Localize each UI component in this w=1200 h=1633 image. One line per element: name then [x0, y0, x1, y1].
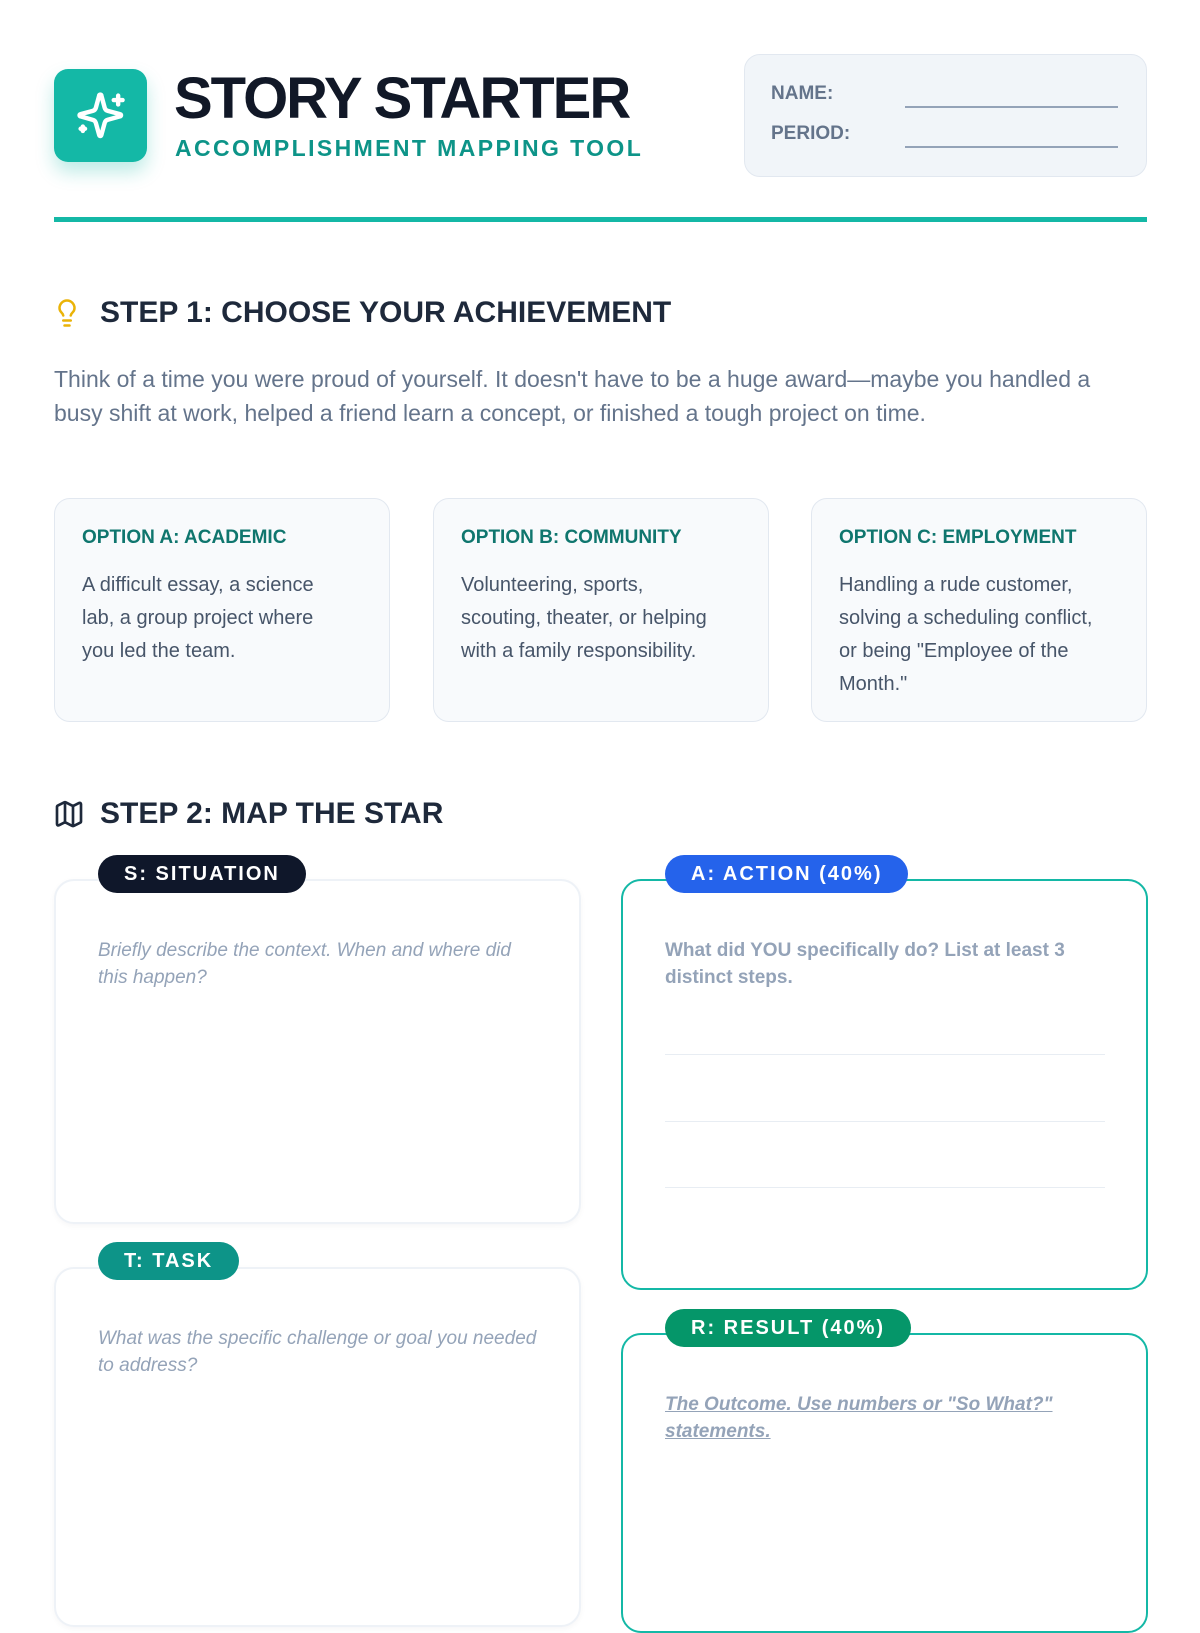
option-title: OPTION A: ACADEMIC: [82, 527, 287, 548]
period-field[interactable]: [905, 146, 1118, 148]
situation-label: S: SITUATION: [98, 855, 306, 893]
option-card-community: [433, 498, 769, 722]
action-write-line[interactable]: [665, 1121, 1105, 1122]
action-write-line[interactable]: [665, 1187, 1105, 1188]
action-prompt: What did YOU specifically do? List at least 3 distinct steps.: [665, 940, 1065, 988]
option-description: A difficult essay, a science lab, a group project where you led the team.: [82, 574, 314, 662]
situation-prompt: Briefly describe the context. When and where did this happen?: [98, 940, 511, 988]
task-prompt: What was the specific challenge or goal you needed to address?: [98, 1328, 537, 1376]
step1-intro: Think of a time you were proud of yourself. It doesn't have to be a huge award—maybe you handled a busy shift at work, helped a friend learn a concept, or finished a tough project on time.: [54, 366, 1091, 426]
sparkles-icon: [74, 89, 127, 142]
header: [54, 54, 1147, 184]
option-description: Volunteering, sports, scouting, theater, or helping with a family responsibility.: [461, 574, 707, 662]
action-label: A: ACTION (40%): [665, 855, 908, 893]
page-subtitle: ACCOMPLISHMENT MAPPING TOOL: [175, 135, 644, 161]
step2-title: STEP 2: MAP THE STAR: [100, 797, 444, 830]
map-icon: [53, 798, 85, 830]
header-divider: [54, 217, 1147, 222]
result-label: R: RESULT (40%): [665, 1309, 911, 1347]
task-box[interactable]: [54, 1267, 581, 1627]
lightbulb-icon: [52, 296, 82, 330]
action-box[interactable]: [621, 879, 1148, 1290]
name-field[interactable]: [905, 106, 1118, 108]
situation-box[interactable]: [54, 879, 581, 1224]
period-label: PERIOD:: [771, 123, 851, 144]
task-label: T: TASK: [98, 1242, 239, 1280]
option-title: OPTION C: EMPLOYMENT: [839, 527, 1077, 548]
option-title: OPTION B: COMMUNITY: [461, 527, 682, 548]
option-card-employment: [811, 498, 1147, 722]
option-card-academic: [54, 498, 390, 722]
option-description: Handling a rude customer, solving a scheduling conflict, or being "Employee of the Month.": [839, 574, 1093, 695]
result-prompt: The Outcome. Use numbers or "So What?" statements.: [665, 1394, 1053, 1442]
result-box[interactable]: [621, 1333, 1148, 1633]
action-write-line[interactable]: [665, 1054, 1105, 1055]
student-info-box: [744, 54, 1147, 177]
page-title: STORY STARTER: [174, 66, 630, 131]
name-label: NAME:: [771, 83, 834, 104]
logo: [54, 69, 147, 162]
step1-title: STEP 1: CHOOSE YOUR ACHIEVEMENT: [100, 296, 672, 329]
